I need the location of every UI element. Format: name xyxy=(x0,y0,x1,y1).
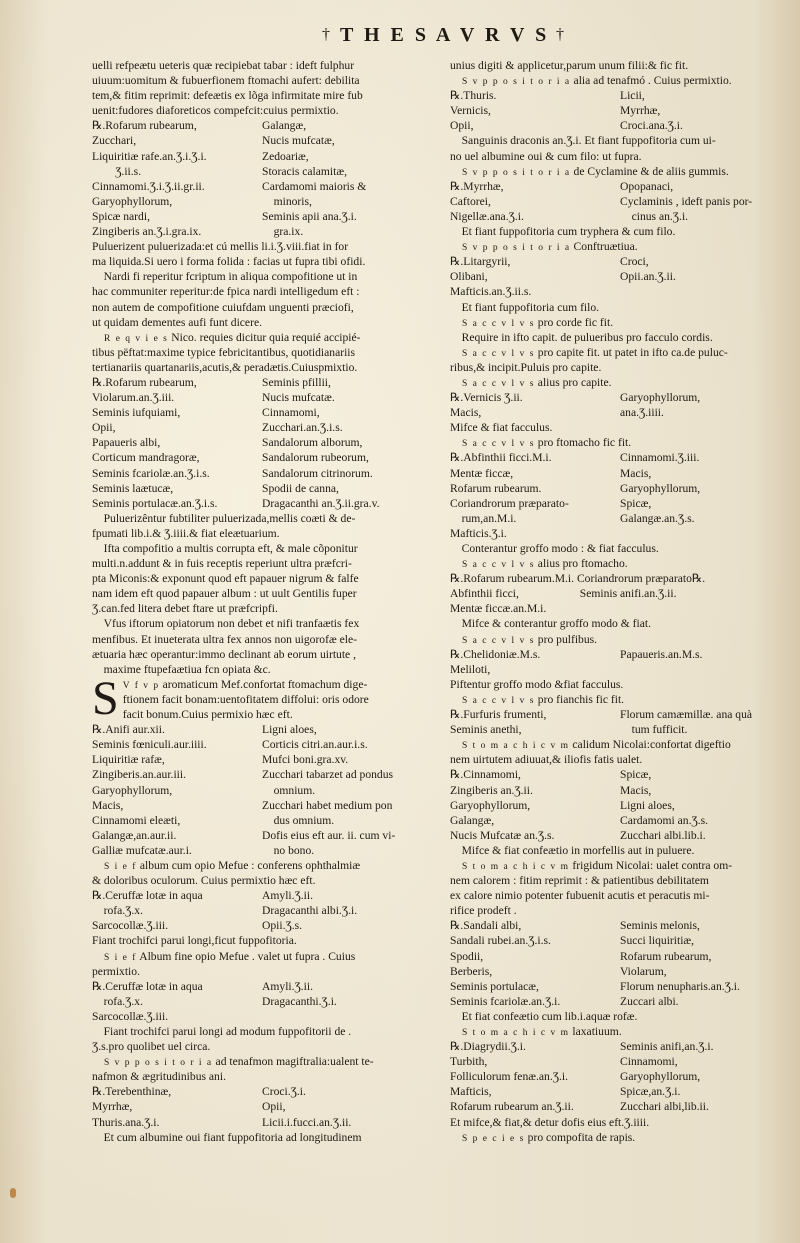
ingredient-right: cinus an.Ʒ.i. xyxy=(620,209,689,223)
heading-text: de Cyclamine & de aliis gummis. xyxy=(570,164,729,178)
ingredient-right: Opii.Ʒ.s. xyxy=(262,919,303,933)
text-line: multi.n.addunt & in fuis receptis reperiunt ultra præfcri- xyxy=(92,557,352,571)
ingredient-right: Dragacanthi an.Ʒ.ii.gra.v. xyxy=(262,496,380,510)
ingredient-left: Rofarum rubearum. xyxy=(450,481,542,495)
section-heading xyxy=(92,949,442,964)
header-left-mark: † xyxy=(322,26,330,43)
ingredient-left: rofa.Ʒ.x. xyxy=(92,994,144,1008)
ingredient-left: Corticum mandragoræ, xyxy=(92,451,200,465)
ingredient-right xyxy=(262,1009,442,1024)
ingredient-right: ana.Ʒ.iiii. xyxy=(620,406,664,420)
ingredient-right: Cardamomi an.Ʒ.s. xyxy=(620,813,709,827)
text-line: tibus pëftat:maxime typice febricitantibus, quotidianariis xyxy=(92,345,356,359)
ingredient-left: ℞.Myrrhæ, xyxy=(450,179,504,193)
text-line: maxime ftupefaætiua fcn opiata &c. xyxy=(92,662,271,676)
ingredient-left: Liquiritiæ rafæ, xyxy=(92,753,165,767)
recipe-ingredients xyxy=(92,888,442,933)
ingredient-right: Rofarum rubearum, xyxy=(620,949,712,963)
ingredient-left: ℞.Ceruffæ lotæ in aqua xyxy=(92,979,203,993)
text-line: nem calorem : fitim reprimit : & patientibus debilitatem xyxy=(450,874,709,888)
ingredient-right: tum fufficit. xyxy=(620,723,688,737)
ingredient-left: Sandali rubei.an.Ʒ.i.s. xyxy=(450,934,551,948)
ingredient-right: Succi liquiritiæ, xyxy=(620,934,695,948)
running-header xyxy=(0,24,800,56)
ingredient-left: Vernicis, xyxy=(450,104,491,118)
text-line: Conterantur groffo modo : & fiat facculus. xyxy=(450,542,659,555)
ingredient-right: Sandalorum citrinorum. xyxy=(262,466,373,480)
heading-small-caps: S a c c v l v s xyxy=(462,439,535,450)
recipe-ingredients xyxy=(92,375,442,511)
text-line: uenit:fudores diaforeticos compefcit:cuius permixtio. xyxy=(92,104,339,118)
text-line: Et cum albumine oui fiant fuppofitoria ad longitudinem xyxy=(92,1130,362,1144)
ingredient-right: Nucis mufcatæ, xyxy=(262,134,335,148)
ingredient-right: Zucchari albi.lib.i. xyxy=(620,828,706,842)
ingredient-right: Macis, xyxy=(620,466,652,480)
dropcap-paragraph xyxy=(92,671,442,725)
text-line: menfibus. Et inueterata ultra fex annos non uigorofæ ele- xyxy=(92,632,357,646)
heading-small-caps: S a c c v l v s xyxy=(462,318,535,329)
recipe-ingredients xyxy=(450,254,795,299)
ingredient-right: Zucchari habet medium pon xyxy=(262,798,393,812)
ingredient-left: ℞.Ceruffæ lotæ in aqua xyxy=(92,889,203,903)
text-line: Ʒ.s.pro quolibet uel circa. xyxy=(92,1040,211,1054)
ingredient-right: Dragacanthi albi.Ʒ.i. xyxy=(262,904,358,918)
heading-small-caps: S t o m a c h i c v m xyxy=(462,741,570,752)
heading-text: pro compofita de rapis. xyxy=(524,1130,636,1144)
ingredient-right: Amyli.Ʒ.ii. xyxy=(262,889,314,903)
ingredient-left: Olibani, xyxy=(450,270,488,284)
heading-text: alius pro capite. xyxy=(534,375,612,389)
heading-text: pro fianchis fic fit. xyxy=(534,692,625,706)
ingredient-left: Turbith, xyxy=(450,1055,488,1069)
text-line: uelli refpeætu ueteris quæ recipiebat tabar : ideft fulphur xyxy=(92,59,355,72)
header-right-mark: † xyxy=(556,26,564,43)
text-line: ætuaria hæc operantur:immo declinant ab eorum uirtute , xyxy=(92,647,357,661)
ingredient-right: Sandalorum alborum, xyxy=(262,436,363,450)
recipe-ingredients xyxy=(92,722,442,858)
section-heading xyxy=(450,375,795,390)
ingredient-left: Seminis portulacæ, xyxy=(450,979,539,993)
heading-text: pro pulfibus. xyxy=(534,632,598,646)
ingredient-right: Papaueris.an.M.s. xyxy=(620,647,703,661)
recipe-ingredients xyxy=(450,179,795,224)
section-heading xyxy=(450,858,795,873)
text-line: facit bonum.Cuius permixio hæc eft. xyxy=(122,708,293,722)
text-line: ex calore nimio potenter fubuenit acutis et peracutis mi- xyxy=(450,889,710,903)
heading-small-caps: S a c c v l v s xyxy=(462,635,535,646)
text-line: rifice prodeft . xyxy=(450,904,517,918)
section-heading xyxy=(450,73,795,88)
text-line: ma liquida.Si uero i forma folida : facias ut fupra tibi ofidi. xyxy=(92,255,366,269)
text-line: no uel albumine oui & cum filo: ut fupra. xyxy=(450,149,642,163)
section-heading xyxy=(450,1130,795,1145)
heading-text: pro capite fit. ut patet in ifto ca.de puluc- xyxy=(534,345,728,359)
text-line: unius digiti & applicetur,parum unum filii:& fic fit. xyxy=(450,59,689,72)
heading-text: ad tenafmon magiftralia:ualent te- xyxy=(212,1055,374,1069)
heading-small-caps: S a c c v l v s xyxy=(462,348,535,359)
ingredient-right: Ligni aloes, xyxy=(620,798,675,812)
ingredient-right: Spicæ, xyxy=(620,496,652,510)
ingredient-right: Licii, xyxy=(620,89,645,103)
ingredient-right: Violarum, xyxy=(620,964,667,978)
text-line: Mifce & fiat facculus. xyxy=(450,421,553,435)
ingredient-left: Nucis Mufcatæ an.Ʒ.s. xyxy=(450,828,555,842)
ingredient-right: Garyophyllorum, xyxy=(620,1070,701,1084)
ingredient-left: ℞.Furfuris frumenti, xyxy=(450,708,547,722)
text-line: Et fiant fuppofitoria cum tryphera & cum filo. xyxy=(450,225,676,239)
ingredient-left: ℞.Sandali albi, xyxy=(450,919,522,933)
ingredient-right: Opopanaci, xyxy=(620,179,674,193)
ingredient-left: ℞.Diagrydii.Ʒ.i. xyxy=(450,1040,526,1054)
ingredient-right: Storacis calamitæ, xyxy=(262,164,348,178)
heading-small-caps: S t o m a c h i c v m xyxy=(462,1028,570,1038)
recipe-ingredients xyxy=(450,918,795,1009)
ingredient-left: Zingiberis an.Ʒ.ii. xyxy=(450,783,533,797)
ingredient-right: Opii, xyxy=(262,1100,286,1114)
right-column xyxy=(450,58,795,1145)
section-heading xyxy=(450,692,795,707)
heading-small-caps: S v p p o s i t o r i a xyxy=(462,167,571,178)
ingredient-left: Macis, xyxy=(450,406,482,420)
section-heading xyxy=(92,330,442,345)
text-line: nafmon & ægritudinibus ani. xyxy=(92,1070,226,1084)
text-line: ftionem facit bonam:uentofitatem diffolui: oris odore xyxy=(122,692,369,706)
ingredient-right: Spicæ, xyxy=(620,768,652,782)
heading-text: laxatiuum. xyxy=(569,1025,622,1038)
ingredient-left: Seminis iufquiami, xyxy=(92,406,181,420)
heading-small-caps: R e q v i e s xyxy=(104,333,169,344)
ingredient-right: omnium. xyxy=(262,783,316,797)
ingredient-right: Mufci boni.gra.xv. xyxy=(262,753,349,767)
text-line: non autem de compofitione cuiufdam unguenti præciofi, xyxy=(92,300,354,314)
ingredient-left: ℞.Anifi aur.xii. xyxy=(92,723,165,737)
text-line: pta Miconis:& exponunt quod eft papauer nigrum & falfe xyxy=(92,572,359,586)
ingredient-right: Zucchari albi,lib.ii. xyxy=(620,1100,709,1114)
text-line: tem,& fitim reprimit: defeætis ex lõga infirmitate mire fub xyxy=(92,89,363,103)
ingredient-right: Zedoariæ, xyxy=(262,149,309,163)
text-line: Sanguinis draconis an.Ʒ.i. Et fiant fuppofitoria cum ui- xyxy=(450,134,716,148)
ingredient-left: Rofarum rubearum an.Ʒ.ii. xyxy=(450,1100,574,1114)
text-line: uiuum:uomitum & fubuerfionem ftomachi aufert: debilita xyxy=(92,74,360,88)
ingredient-left: ℞.Cinnamomi, xyxy=(450,768,521,782)
heading-text: Conftruætiua. xyxy=(570,240,638,254)
ingredient-right: Cyclaminis , ideft panis por- xyxy=(620,194,753,208)
heading-text: Album fine opio Mefue . valet ut fupra . Cuius xyxy=(136,949,356,963)
ingredient-right: Croci.Ʒ.i. xyxy=(262,1085,306,1099)
ingredient-left: Caftorei, xyxy=(450,194,491,208)
ingredient-left: Cinnamomi.Ʒ.i.Ʒ.ii.gr.ii. xyxy=(92,179,205,193)
ingredient-left: Galangæ,an.aur.ii. xyxy=(92,828,177,842)
ingredient-left: Meliloti, xyxy=(450,662,491,676)
ingredient-right: Florum nenupharis.an.Ʒ.i. xyxy=(620,979,740,993)
heading-small-caps: S v p p o s i t o r i a xyxy=(462,77,571,88)
text-line: Et fiant fuppofitoria cum filo. xyxy=(450,300,600,314)
heading-small-caps: S t o m a c h i c v m xyxy=(462,861,570,872)
text-line: Puluerizent puluerizada:et cú mellis li.i.Ʒ.viii.fiat in for xyxy=(92,240,349,254)
text-line: Mifce & fiat confeætio in morfellis aut in puluere. xyxy=(450,843,695,857)
text-line: Vfus iftorum opiatorum non debet et nifi tranfaætis fex xyxy=(92,617,360,631)
page-title: T H E S A V R V S xyxy=(340,24,550,46)
ingredient-left: Seminis portulacæ.an.Ʒ.i.s. xyxy=(92,496,218,510)
ingredient-left: Garyophyllorum, xyxy=(92,194,173,208)
text-line xyxy=(92,677,442,692)
ingredient-left: ℞.Chelidoniæ.M.s. xyxy=(450,647,541,661)
section-heading xyxy=(450,1024,795,1039)
ingredient-left: Berberis, xyxy=(450,964,493,978)
ingredient-left: Seminis fcariolæ.an.Ʒ.i.s. xyxy=(92,466,210,480)
ingredient-right: Zuccari albi. xyxy=(620,994,679,1008)
ingredient-left: ℞.Vernicis Ʒ.ii. xyxy=(450,391,523,405)
ingredient-right: Sandalorum rubeorum, xyxy=(262,451,369,465)
ingredient-right: Seminis pfillii, xyxy=(262,375,331,389)
left-column xyxy=(92,58,442,1145)
ingredient-right: Cardamomi maioris & xyxy=(262,179,367,193)
ingredient-right: Ligni aloes, xyxy=(262,723,317,737)
heading-text: calidum Nicolai:confortat digeftio xyxy=(569,738,731,752)
ingredient-left: Seminis anethi, xyxy=(450,723,522,737)
ingredient-right: Dragacanthi.Ʒ.i. xyxy=(262,994,337,1008)
ingredient-right: Seminis melonis, xyxy=(620,919,700,933)
heading-text: pro corde fic fit. xyxy=(534,315,614,329)
heading-text: alius pro ftomacho. xyxy=(534,557,628,571)
text-line: Nardi fi reperitur fcriptum in aliqua compofitione ut in xyxy=(92,270,358,284)
ingredient-left: Spodii, xyxy=(450,949,484,963)
ingredient-right: Zucchari tabarzet ad pondus xyxy=(262,768,394,782)
ingredient-left: Papaueris albi, xyxy=(92,436,161,450)
heading-text: frigidum Nicolai: ualet contra om- xyxy=(569,858,733,872)
recipe-ingredients xyxy=(450,647,795,677)
ingredient-left: Sarcocollæ.Ʒ.iii. xyxy=(92,919,169,933)
recipe-ingredients xyxy=(450,707,795,737)
text-line: nam idem eft quod papauer album : ut uult Gentilis fuper xyxy=(92,587,357,601)
ingredient-left: Myrrhæ, xyxy=(92,1100,133,1114)
ingredient-right: Seminis anifi,an.Ʒ.i. xyxy=(620,1040,714,1054)
ingredient-left: Liquiritiæ rafe.an.Ʒ.i.Ʒ.i. xyxy=(92,149,207,163)
ingredient-left: Seminis laætucæ, xyxy=(92,481,174,495)
ingredient-left: Mentæ ficcæ, xyxy=(450,466,514,480)
text-line: permixtio. xyxy=(92,964,140,978)
ingredient-right: gra.ix. xyxy=(262,225,304,239)
ingredient-left: Violarum.an.Ʒ.iii. xyxy=(92,391,175,405)
ingredient-right: Zucchari.an.Ʒ.i.s. xyxy=(262,421,343,435)
ingredient-left: Ʒ.ii.s. xyxy=(92,164,142,178)
recipe-ingredients xyxy=(92,118,442,239)
heading-small-caps: S i e f xyxy=(104,861,137,872)
heading-small-caps: S p e c i e s xyxy=(462,1133,525,1144)
recipe-ingredients xyxy=(450,767,795,842)
section-heading xyxy=(450,164,795,179)
ingredient-left: Galangæ, xyxy=(450,813,495,827)
ingredient-left: rofa.Ʒ.x. xyxy=(92,904,144,918)
recipe-ingredients xyxy=(450,1039,795,1114)
heading-text: aromaticum Mef.confortat ftomachum dige- xyxy=(159,677,368,691)
ingredient-right: Macis, xyxy=(620,783,652,797)
text-line: nem uirtutem adiuuat,& iliofis fatis ualet. xyxy=(450,753,643,767)
ingredient-right: dus omnium. xyxy=(262,813,335,827)
ingredient-left: Mafticis.an.Ʒ.ii.s. xyxy=(450,285,532,299)
ingredient-left: ℞.Abfinthii ficci.M.i. xyxy=(450,451,552,465)
text-line: Et fiat confeætio cum lib.i.aquæ rofæ. xyxy=(450,1009,638,1023)
ingredient-right: Nucis mufcatæ. xyxy=(262,391,335,405)
recipe-ingredients xyxy=(450,390,795,420)
ingredient-right: Croci.ana.Ʒ.i. xyxy=(620,119,683,133)
text-line: Fiant trochifci parui longi ad modum fuppofitorii de . xyxy=(92,1025,352,1038)
section-heading xyxy=(450,737,795,752)
ingredient-left: ℞.Rofarum rubearum, xyxy=(92,119,197,133)
text-line: tertianariis quartanariis,acutis,& peradætis.Cuiuspmixtio. xyxy=(92,360,358,374)
section-heading xyxy=(450,556,795,571)
ingredient-left: Seminis fœniculi.aur.iiii. xyxy=(92,738,207,752)
section-heading xyxy=(92,1054,442,1069)
section-heading xyxy=(450,239,795,254)
heading-small-caps: S v p p o s i t o r i a xyxy=(462,243,571,254)
text-line: Et mifce,& fiat,& detur dofis eius eft.Ʒ.iiii. xyxy=(450,1115,650,1129)
section-heading xyxy=(450,345,795,360)
ingredient-right: Croci, xyxy=(620,255,649,269)
ingredient-left: Macis, xyxy=(92,798,124,812)
ingredient-left: Folliculorum fenæ.an.Ʒ.i. xyxy=(450,1070,568,1084)
ingredient-right: Myrrhæ, xyxy=(620,104,661,118)
ingredient-right: Cinnamomi.Ʒ.iii. xyxy=(620,451,700,465)
heading-small-caps: S a c c v l v s xyxy=(462,695,535,706)
heading-text: Nico. requies dicitur quia requié accipié- xyxy=(168,330,361,344)
ingredient-right: Spodii de canna, xyxy=(262,481,339,495)
text-line: ℞.Rofarum rubearum.M.i. Coriandrorum præparato℞. xyxy=(450,572,706,586)
heading-small-caps: S a c c v l v s xyxy=(462,378,535,389)
ingredient-right: no bono. xyxy=(262,843,315,857)
ingredient-left: Nigellæ.ana.Ʒ.i. xyxy=(450,209,524,223)
ingredient-right: Spicæ,an.Ʒ.i. xyxy=(620,1085,681,1099)
heading-text: album cum opio Mefue : conferens ophthalmiæ xyxy=(136,858,361,872)
ingredient-left: Garyophyllorum, xyxy=(92,783,173,797)
text-line: Puluerizêntur fubtiliter puluerizada,mellis coæti & de- xyxy=(92,511,356,525)
ingredient-left: Mafticis.Ʒ.i. xyxy=(450,526,507,540)
section-heading xyxy=(450,632,795,647)
ingredient-left: Opii, xyxy=(450,119,474,133)
ingredient-right: minoris, xyxy=(262,194,312,208)
heading-small-caps: S v p p o s i t o r i a xyxy=(104,1058,213,1069)
recipe-ingredients xyxy=(92,979,442,1024)
ingredient-right: Licii.i.fucci.an.Ʒ.ii. xyxy=(262,1115,352,1129)
ingredient-left: ℞.Thuris. xyxy=(450,89,497,103)
recipe-ingredients xyxy=(92,1084,442,1129)
text-line: fpumati lib.i.& Ʒ.iiii.& fiat eleætuarium. xyxy=(92,526,280,540)
section-heading xyxy=(92,858,442,873)
ingredient-right: Cinnamomi, xyxy=(620,1055,678,1069)
drop-cap-letter: S xyxy=(92,671,119,725)
ingredient-right: Corticis citri.an.aur.i.s. xyxy=(262,738,368,752)
text-line: Mifce & conterantur groffo modo & fiat. xyxy=(450,617,652,631)
ingredient-right: Opii.an.Ʒ.ii. xyxy=(620,270,676,284)
ink-blot xyxy=(10,1188,16,1198)
ingredient-right xyxy=(620,662,795,677)
ingredient-left: Zucchari, xyxy=(92,134,137,148)
ingredient-left: Galliæ mufcatæ.aur.i. xyxy=(92,843,192,857)
ingredient-left: Seminis fcariolæ.an.Ʒ.i. xyxy=(450,994,561,1008)
section-heading xyxy=(450,315,795,330)
ingredient-left: Cinnamomi eleæti, xyxy=(92,813,181,827)
heading-small-caps: S i e f xyxy=(104,952,137,963)
ingredient-left: Coriandrorum præparato- xyxy=(450,496,569,510)
ingredient-left: Sarcocollæ.Ʒ.iii. xyxy=(92,1009,169,1023)
ingredient-left: Garyophyllorum, xyxy=(450,798,531,812)
ingredient-right: Florum camæmillæ. ana quà xyxy=(620,708,753,722)
ingredient-left: Zingiberis an.Ʒ.i.gra.ix. xyxy=(92,225,202,239)
section-heading xyxy=(450,435,795,450)
ingredient-right xyxy=(620,284,795,299)
ingredient-right: Cinnamomi, xyxy=(262,406,320,420)
ingredient-left: Spicæ nardi, xyxy=(92,209,150,223)
heading-text: pro ftomacho fic fit. xyxy=(534,436,632,450)
ingredient-right: Seminis apii ana.Ʒ.i. xyxy=(262,209,357,223)
ingredient-left: ℞.Litargyrii, xyxy=(450,255,511,269)
text-line: Ifta compofitio a multis corrupta eft, & male cõponitur xyxy=(92,542,358,555)
text-line: ut quidam dementes aufi funt dicere. xyxy=(92,315,262,329)
ingredient-right: Garyophyllorum, xyxy=(620,481,701,495)
text-line: hac communiter reperitur:de fpica nardi intelligedum eft : xyxy=(92,285,360,299)
text-line: & doloribus oculorum. Cuius permixtio hæc eft. xyxy=(92,874,316,888)
heading-small-caps: S a c c v l v s xyxy=(462,560,535,571)
text-line: Abfinthii ficci, Seminis anifi.an.Ʒ.ii. xyxy=(450,587,677,601)
ingredient-right: Galangæ.an.Ʒ.s. xyxy=(620,511,695,525)
ingredient-right: Garyophyllorum, xyxy=(620,391,701,405)
text-line: Mentæ ficcæ.an.M.i. xyxy=(450,602,547,616)
ingredient-right: Amyli.Ʒ.ii. xyxy=(262,979,314,993)
recipe-ingredients xyxy=(450,88,795,133)
ingredient-right xyxy=(620,526,795,541)
text-line: Piftentur groffo modo &fiat facculus. xyxy=(450,677,624,691)
ingredient-right: Dofis eius eft aur. ii. cum vi- xyxy=(262,828,396,842)
ingredient-left: Thuris.ana.Ʒ.i. xyxy=(92,1115,160,1129)
ingredient-left: ℞.Rofarum rubearum, xyxy=(92,375,197,389)
heading-small-caps: V f v p xyxy=(122,680,160,691)
text-line: Require in ifto capit. de pulueribus pro facculo cordis. xyxy=(450,330,713,344)
ingredient-left: Mafticis, xyxy=(450,1085,492,1099)
text-line: Ʒ.can.fed litera debet ftare ut præfcripfi. xyxy=(92,602,278,616)
text-line: ribus,& incipit.Puluis pro capite. xyxy=(450,360,602,374)
recipe-ingredients xyxy=(450,450,795,541)
ingredient-left: Zingiberis.an.aur.iii. xyxy=(92,768,187,782)
ingredient-left: Opii, xyxy=(92,421,116,435)
ingredient-left: rum,an.M.i. xyxy=(450,511,517,525)
text-line: Fiant trochifci parui longi,ficut fuppofitoria. xyxy=(92,934,297,948)
ingredient-left: ℞.Terebenthinæ, xyxy=(92,1085,172,1099)
heading-text: alia ad tenafmó . Cuius permixtio. xyxy=(570,74,732,88)
ingredient-right: Galangæ, xyxy=(262,119,307,133)
